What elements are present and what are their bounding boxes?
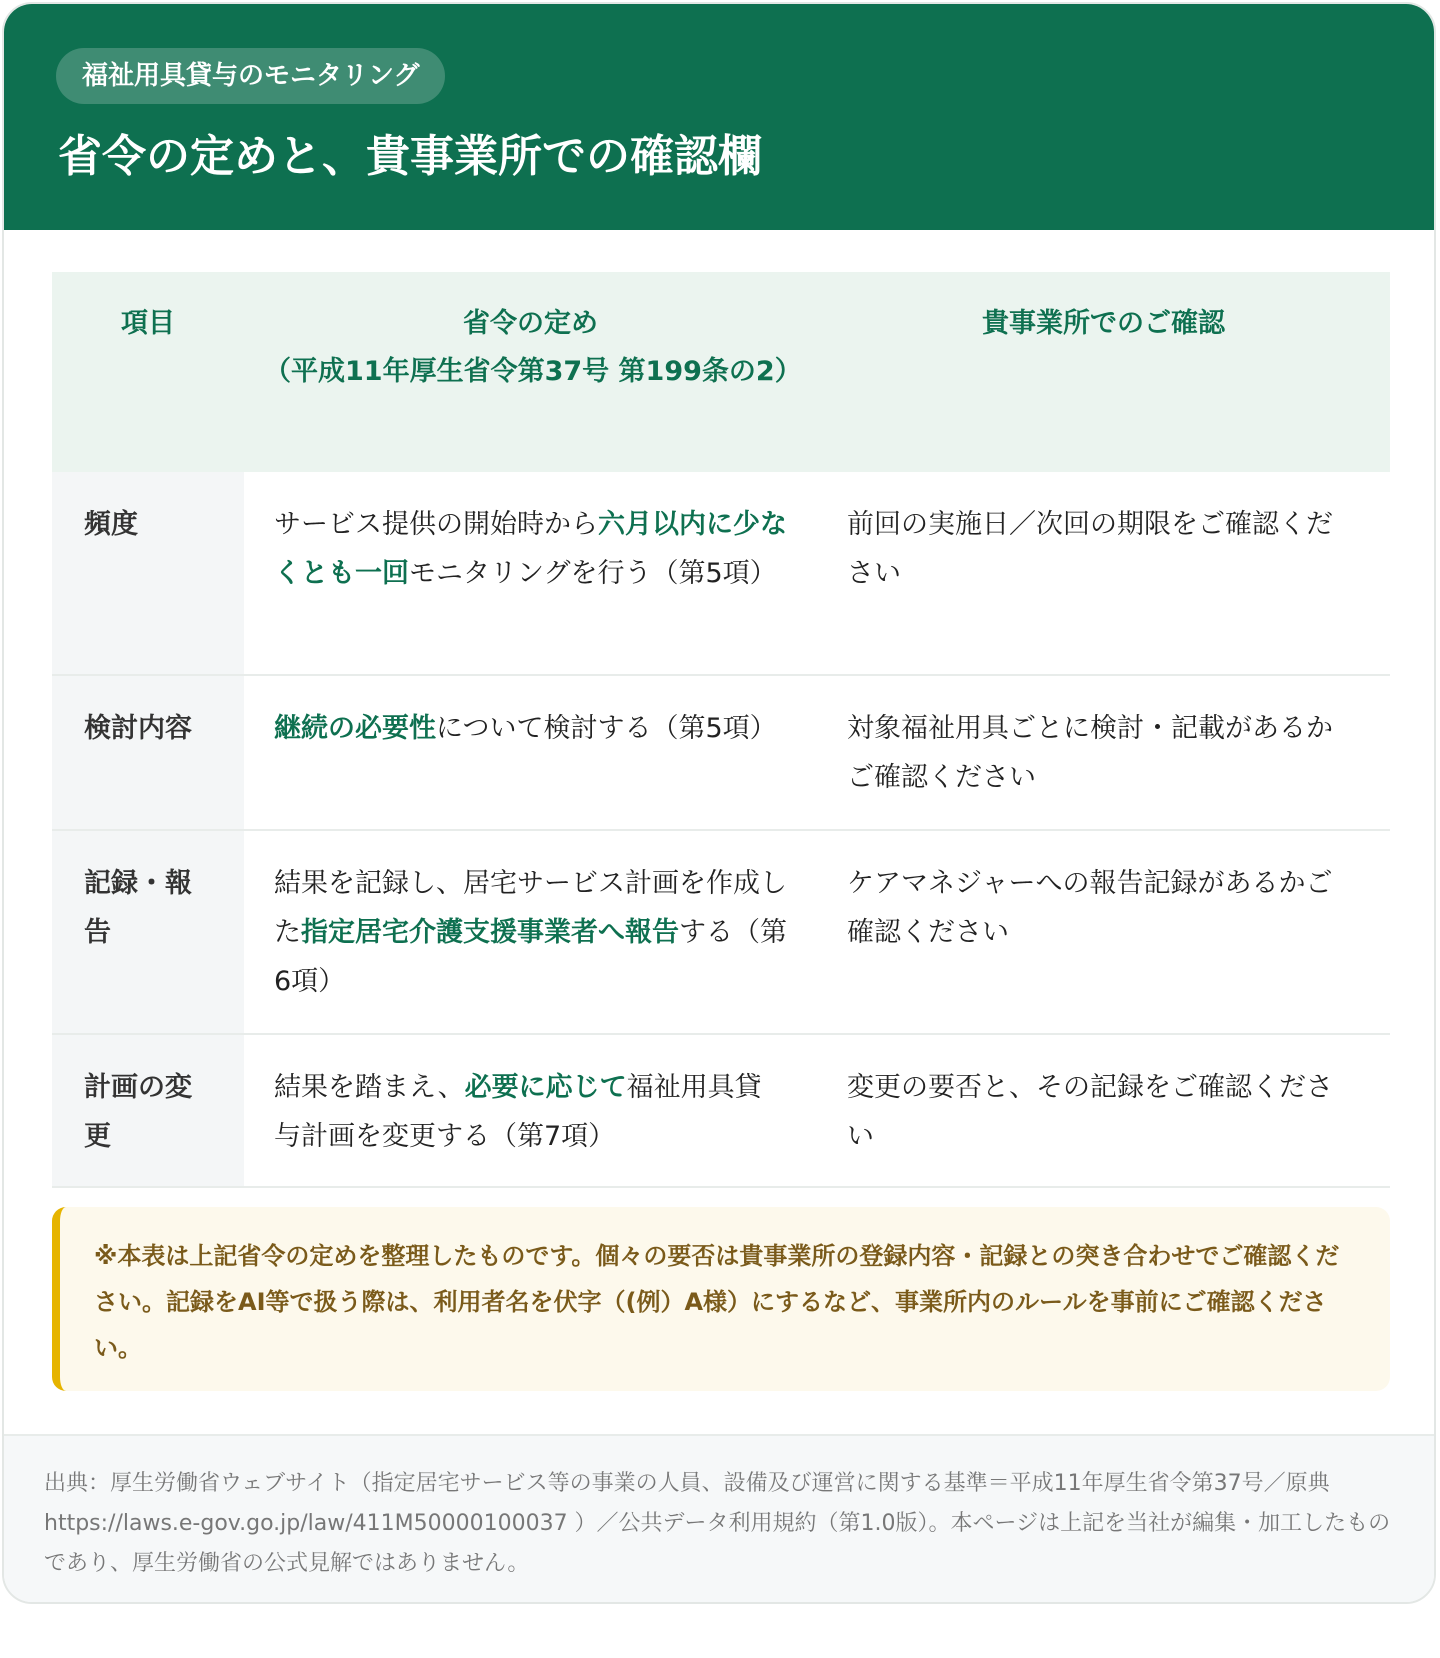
source-footer: 出典：厚生労働省ウェブサイト（指定居宅サービス等の事業の人員、設備及び運営に関する基準＝平成11年厚生省令第37号／原典 https://laws.e-gov.go.jp/law/411M50000100037 ）／公共データ利用規約（第1.0版）。本ページは上記を当社が編集・加工したものであり、厚生労働省の公式見解ではありません。 xyxy=(4,1434,1434,1604)
rule-text-emphasis: 指定居宅介護支援事業者へ報告 xyxy=(301,917,679,948)
row-item-label: 計画の変更 xyxy=(52,1035,244,1186)
caution-note: ※本表は上記省令の定めを整理したものです。個々の要否は貴事業所の登録内容・記録との突き合わせでご確認ください。記録をAI等で扱う際は、利用者名を伏字（(例）A様）にするなど、事業所内のルールを事前にご確認ください。 xyxy=(52,1207,1390,1391)
table-row xyxy=(52,472,1390,676)
rule-text-post: について検討する（第5項） xyxy=(436,713,777,744)
column-header-rule-source: （平成11年厚生省令第37号 第199条の2） xyxy=(264,356,802,387)
rule-text-post: 福祉用具貸与計画を変更する（第7項） xyxy=(274,1072,762,1152)
rules-table xyxy=(52,272,1390,1188)
rule-text-emphasis: 必要に応じて xyxy=(464,1072,627,1103)
column-header-item: 項目 xyxy=(121,308,175,339)
row-item-label: 検討内容 xyxy=(52,676,244,829)
row-check-text: 変更の要否と、その記録をご確認ください xyxy=(847,1072,1333,1152)
table-header-row xyxy=(52,272,1390,472)
row-item-label: 記録・報告 xyxy=(52,831,244,1033)
column-header-rule-title: 省令の定め xyxy=(463,308,598,339)
row-check-text: 前回の実施日／次回の期限をご確認ください xyxy=(847,509,1333,589)
card-header xyxy=(4,4,1434,230)
rule-text-pre: 結果を踏まえ、 xyxy=(274,1072,465,1103)
column-header-rule xyxy=(244,272,817,472)
rule-text-post: モニタリングを行う（第5項） xyxy=(409,558,777,589)
monitoring-card xyxy=(2,2,1436,1604)
row-check-text: 対象福祉用具ごとに検討・記載があるかご確認ください xyxy=(847,713,1333,793)
table-row xyxy=(52,1035,1390,1188)
rule-text-emphasis: 継続の必要性 xyxy=(274,713,436,744)
page-title: 省令の定めと、貴事業所での確認欄 xyxy=(58,131,762,182)
rule-text-pre: 結果を記録し、居宅サービス計画を作成した xyxy=(274,868,787,948)
row-rule-text xyxy=(244,831,817,1033)
table-row xyxy=(52,676,1390,831)
row-rule-text xyxy=(244,1035,817,1186)
row-check-text: ケアマネジャーへの報告記録があるかご確認ください xyxy=(847,868,1333,948)
rule-text-post: する（第6項） xyxy=(274,917,787,997)
table-row xyxy=(52,831,1390,1035)
column-header-check: 貴事業所でのご確認 xyxy=(982,308,1225,339)
row-rule-text xyxy=(244,472,817,674)
row-rule-text xyxy=(244,676,817,829)
rule-text-emphasis: 六月以内に少なくとも一回 xyxy=(274,509,787,589)
rule-text-pre: サービス提供の開始時から xyxy=(274,509,598,540)
category-badge: 福祉用具貸与のモニタリング xyxy=(56,48,445,104)
row-item-label: 頻度 xyxy=(52,472,244,674)
